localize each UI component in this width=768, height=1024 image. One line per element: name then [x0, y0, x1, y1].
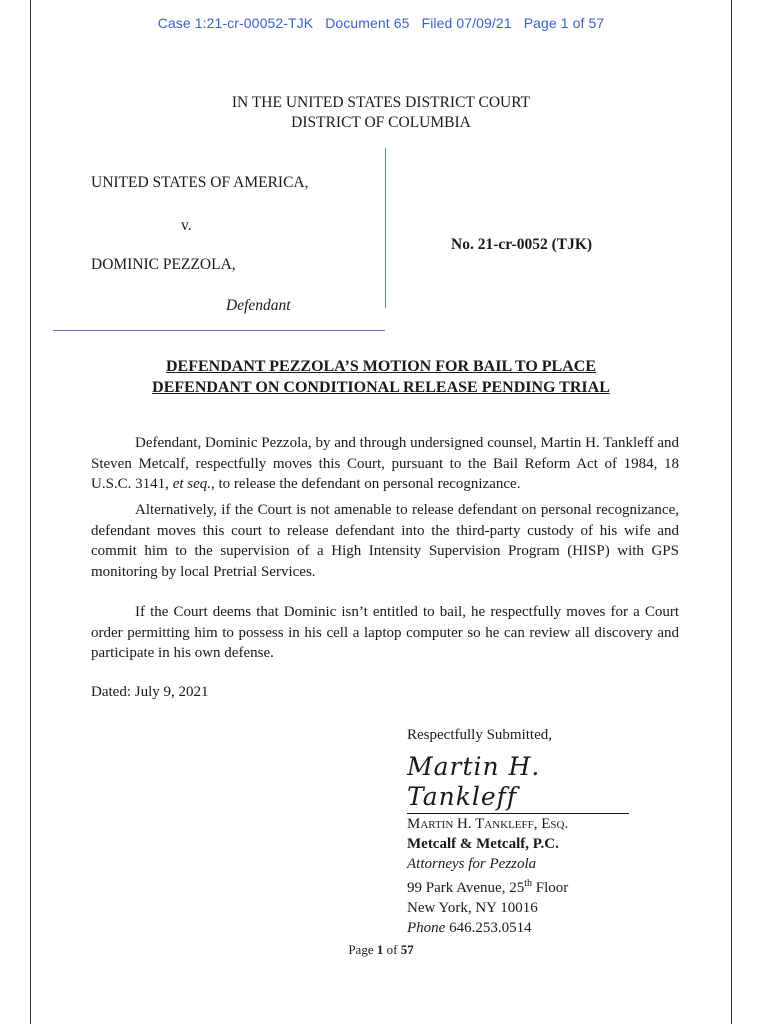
attorney-role: Attorneys for Pezzola — [407, 856, 537, 872]
court-line-2: DISTRICT OF COLUMBIA — [291, 114, 471, 131]
caption-divider-horizontal — [53, 330, 385, 331]
address-line-1-end: Floor — [531, 880, 569, 896]
caption-versus: v. — [181, 217, 192, 234]
dated-line: Dated: July 9, 2021 — [91, 684, 209, 700]
motion-title — [31, 356, 731, 398]
motion-title-line-1: DEFENDANT PEZZOLA’S MOTION FOR BAIL TO PLACE — [166, 358, 596, 375]
footer-current-page: 1 — [376, 942, 384, 957]
footer-of: of — [383, 942, 401, 957]
caption-case-no: No. 21-cr-0052 (TJK) — [451, 236, 593, 253]
attorney-name: Martin H. Tankleff, Esq. — [407, 816, 569, 832]
body-paragraph-3 — [91, 602, 679, 664]
caption-plaintiff: UNITED STATES OF AMERICA, — [91, 174, 309, 191]
p1-text-italic: et seq. — [172, 476, 212, 492]
file-stamp — [31, 15, 731, 31]
p3-text: If the Court deems that Dominic isn’t entitled to bail, he respectfully moves for a Court order permitting him to possess in his cell a laptop computer so he can review all discovery and participate in his own defense. — [91, 604, 679, 661]
p1-text-a: Defendant, Dominic Pezzola, by and through undersigned counsel, Martin H. Tankleff and Steven Metcalf, respectfully moves this Court, pursuant to the Bail Reform Act of 1984, 18 U.S.C. 3141, — [91, 435, 679, 492]
stamp-page: Page 1 of 57 — [523, 15, 605, 31]
signature-block — [407, 725, 707, 938]
motion-title-line-2: DEFENDANT ON CONDITIONAL RELEASE PENDING TRIAL — [152, 379, 610, 396]
document-number: Document 65 — [325, 15, 410, 31]
filed-date: Filed 07/09/21 — [421, 15, 512, 31]
footer-total-pages: 57 — [400, 942, 414, 957]
p2-text: Alternatively, if the Court is not amenable to release defendant on personal recognizance, defendant moves this court to release defendant into the third-party custody of his wife and commit him to the supervision of a High Intensity Supervision Program (HISP) with GPS monitoring by local Pretrial Services. — [91, 502, 679, 580]
handwritten-signature: Martin H. Tankleff — [407, 752, 629, 814]
phone-line — [407, 918, 707, 938]
address-floor-suffix: th — [524, 878, 532, 889]
firm-name: Metcalf & Metcalf, P.C. — [407, 836, 559, 852]
p1-text-b: , to release the defendant on personal recognizance. — [211, 476, 521, 492]
body-paragraph-2 — [91, 500, 679, 582]
phone-label: Phone — [407, 920, 446, 936]
document-page — [30, 0, 732, 1024]
address-line-2: New York, NY 10016 — [407, 900, 538, 916]
phone-number: 646.253.0514 — [445, 920, 532, 936]
caption-role: Defendant — [226, 297, 291, 314]
case-number: Case 1:21-cr-00052-TJK — [157, 15, 314, 31]
signature-closing: Respectfully Submitted, — [407, 727, 552, 743]
page-footer — [31, 942, 731, 958]
caption-defendant: DOMINIC PEZZOLA, — [91, 256, 236, 273]
address-line-1 — [407, 874, 707, 898]
footer-prefix: Page — [348, 942, 377, 957]
court-heading — [31, 93, 731, 133]
address-line-1-text: 99 Park Avenue, 25 — [407, 880, 525, 896]
caption-divider-vertical — [385, 148, 386, 308]
body-paragraph-1 — [91, 433, 679, 495]
court-line-1: IN THE UNITED STATES DISTRICT COURT — [231, 94, 531, 111]
